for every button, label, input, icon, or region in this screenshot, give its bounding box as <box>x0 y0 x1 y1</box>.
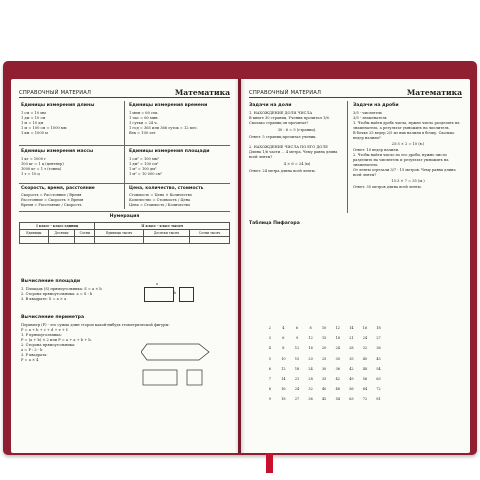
fractions-line: 3/5 - знаменатель <box>353 116 387 120</box>
area-calc-line: 3. В квадрате: S = a × a <box>21 297 67 301</box>
length-line: 1 м = 10 дм <box>21 121 44 125</box>
length-line: 1 см = 10 мм <box>21 111 46 115</box>
pythagoras-title: Таблица Пифагора <box>249 221 300 226</box>
table-cell: 14 <box>281 377 286 382</box>
table-cell: 81 <box>376 397 381 402</box>
time-units-title: Единицы измерения времени <box>129 103 208 108</box>
side-label-b: b <box>174 291 177 295</box>
left-page <box>11 79 238 453</box>
mass-line: 1000 кг = 1 т (тонна) <box>21 167 62 171</box>
length-line: 1 м = 100 см = 1000 мм <box>21 126 67 130</box>
area-line: 1 м² = 100 дм² <box>129 167 157 171</box>
header-subject: Математика <box>406 88 462 97</box>
perimeter-line: 3. P квадрата: <box>21 353 48 357</box>
table-cell: 24 <box>335 346 340 351</box>
price-title: Цена, количество, стоимость <box>129 186 204 191</box>
table-cell: 9 <box>268 397 271 402</box>
time-units-section <box>129 103 233 136</box>
table-row <box>263 384 385 394</box>
perimeter-line: P = a + b + c + d + e + f. <box>21 328 69 332</box>
area-line: 1 дм² = 100 см² <box>129 162 159 166</box>
square-figure <box>179 287 194 302</box>
rectangle-figure <box>144 287 177 302</box>
price-formula: Цена = Стоимость / Количество <box>129 203 191 207</box>
table-cell: 18 <box>294 366 300 371</box>
fractions-title: Задачи на дроби <box>353 103 399 108</box>
fraction-parts-line: Ответ: 24 метра длина всей ленты. <box>249 169 316 173</box>
table-cell: 35 <box>349 356 354 361</box>
table-cell: 12 <box>308 336 313 341</box>
table-row <box>263 343 385 353</box>
table-cell: 4 <box>268 346 271 351</box>
header-reference: СПРАВОЧНЫЙ МАТЕРИАЛ <box>249 90 322 96</box>
table-cell: 48 <box>335 387 340 392</box>
fractions-line: Ответ: 10 ведер налили. <box>353 148 400 152</box>
perimeter-line: 2. Сторона прямоугольника: <box>21 343 76 347</box>
row-divider <box>19 211 230 212</box>
table-cell: 64 <box>362 387 368 392</box>
table-cell: 15 <box>322 336 327 341</box>
fraction-parts-title: Задачи на доли <box>249 103 292 108</box>
area-line: 1 см² = 100 мм² <box>129 157 160 161</box>
table-cell: 48 <box>362 366 368 371</box>
fractions-section <box>353 103 463 190</box>
table-cell: 25 <box>322 356 327 361</box>
table-cell: 42 <box>335 377 340 382</box>
perimeter-line: P = a × 4 <box>21 358 39 362</box>
spine-shadow <box>235 79 245 453</box>
numeration-section <box>11 214 238 222</box>
table-cell: 20 <box>308 356 313 361</box>
hexagon-figure <box>141 344 209 360</box>
fractions-line: 25:5 × 2 = 10 (в.) <box>391 142 425 146</box>
table-cell: 56 <box>362 377 368 382</box>
table-cell: 24 <box>308 366 313 371</box>
area-calc-section <box>21 279 231 302</box>
table-cell: 8 <box>282 346 285 351</box>
table-cell: 72 <box>376 387 381 392</box>
numeration-empty-cell <box>95 237 143 244</box>
fractions-line: Ответ: 35 метров длина всей ленты. <box>353 185 422 189</box>
table-cell: 14 <box>349 326 354 331</box>
fractions-line: 15:3 × 7 = 35 (м.) <box>391 179 425 183</box>
area-calc-line: 1. Площадь (S) прямоугольника: S = a × b <box>21 287 102 291</box>
perimeter-square <box>187 370 202 385</box>
table-cell: 36 <box>335 366 340 371</box>
perimeter-line: a = P : 2 - b <box>21 348 43 352</box>
numeration-empty-cell <box>20 237 49 244</box>
table-cell: 12 <box>335 326 340 331</box>
table-cell: 56 <box>349 387 354 392</box>
mass-units-section <box>21 149 121 177</box>
side-label-a: a <box>156 282 158 286</box>
table-cell: 63 <box>349 397 354 402</box>
table-cell: 49 <box>349 377 354 382</box>
table-cell: 15 <box>294 356 300 361</box>
length-line: 1 км = 1000 м <box>21 131 48 135</box>
fraction-parts-line: Ответ: 5 страниц прочитал ученик. <box>249 135 317 139</box>
table-cell: 18 <box>376 326 381 331</box>
table-cell: 28 <box>308 377 313 382</box>
table-cell: 40 <box>362 356 368 361</box>
table-cell: 32 <box>308 387 313 392</box>
row-divider <box>19 145 230 146</box>
table-cell: 27 <box>376 336 381 341</box>
fractions-line: 3/5 - числитель <box>353 111 383 115</box>
area-units-section <box>129 149 233 177</box>
table-row <box>263 364 385 374</box>
fraction-parts-line: Длина 1/6 части ... 4 метра. Чему равна длина всей ленты? <box>249 150 338 159</box>
table-cell: 12 <box>294 346 300 351</box>
table-cell: 6 <box>268 366 271 371</box>
table-row <box>263 394 385 404</box>
price-section <box>129 186 233 208</box>
numeration-title: Нумерация <box>109 214 140 219</box>
table-cell: 21 <box>294 377 300 382</box>
table-row <box>263 374 385 384</box>
table-cell: 16 <box>281 387 286 392</box>
numeration-empty-cell <box>48 237 75 244</box>
mass-units-title: Единицы измерения массы <box>21 149 94 154</box>
table-cell: 16 <box>362 326 368 331</box>
numeration-cell: Единицы <box>20 230 49 237</box>
mass-line: 1 кг = 1000 г <box>21 157 47 161</box>
area-calc-title: Вычисление площади <box>21 279 81 284</box>
table-cell: 45 <box>376 356 381 361</box>
fraction-parts-line: 30 : 6 = 5 (страниц). <box>277 128 317 132</box>
time-line: Век = 100 лет <box>129 131 156 135</box>
right-page <box>241 79 470 453</box>
fraction-parts-line: В книге 30 страниц. Ученик прочитал 1/6. Сколько страниц он прочитал? <box>249 116 330 125</box>
table-cell: 40 <box>322 387 327 392</box>
fraction-parts-section <box>249 103 345 174</box>
time-line: 1 час = 60 мин. <box>129 116 159 120</box>
header-subject: Математика <box>174 88 230 97</box>
fractions-line: 1. Чтобы найти дробь числа, нужно число разделить на знаменатель, а результат умножить на числитель. <box>353 121 460 130</box>
pythagoras-section <box>249 221 300 229</box>
table-cell: 36 <box>308 397 313 402</box>
length-units-section <box>21 103 121 136</box>
column-divider <box>124 101 125 209</box>
class-thousands-header: II класс - класс тысяч <box>95 223 230 230</box>
numeration-cell: Сотни <box>75 230 95 237</box>
table-cell: 54 <box>335 397 340 402</box>
speed-section <box>21 186 121 208</box>
length-units-title: Единицы измерения длины <box>21 103 95 108</box>
table-cell: 9 <box>295 336 299 341</box>
numeration-empty-cell <box>143 237 189 244</box>
left-page-header <box>19 85 230 98</box>
row-divider <box>19 183 230 184</box>
area-calc-line: 2. Сторона прямоугольника: a = S : b <box>21 292 93 296</box>
column-divider <box>347 101 348 213</box>
mass-line: 100 кг = 1 ц (центнер) <box>21 162 64 166</box>
table-cell: 54 <box>376 366 381 371</box>
right-page-header <box>249 85 462 98</box>
time-line: 1 сутки = 24 ч. <box>129 121 158 125</box>
area-units-title: Единицы измерения площади <box>129 149 210 154</box>
table-cell: 3 <box>268 336 271 341</box>
pythagoras-table <box>263 323 385 405</box>
table-cell: 24 <box>362 336 368 341</box>
table-cell: 4 <box>282 326 285 331</box>
mass-line: 1 т = 10 ц <box>21 172 40 176</box>
fraction-parts-line: 1. НАХОЖДЕНИЕ ДОЛИ ЧИСЛА <box>249 111 313 115</box>
perimeter-figures <box>141 334 231 390</box>
perimeter-line: P = (a + b) × 2 или P = a + a + b + b. <box>21 338 92 342</box>
header-reference: СПРАВОЧНЫЙ МАТЕРИАЛ <box>19 90 92 96</box>
table-cell: 24 <box>294 387 300 392</box>
table-cell: 20 <box>322 346 327 351</box>
table-cell: 16 <box>308 346 313 351</box>
table-cell: 6 <box>295 326 299 331</box>
table-cell: 21 <box>349 336 354 341</box>
table-cell: 5 <box>268 356 271 361</box>
table-cell: 10 <box>281 356 286 361</box>
fractions-line: От ленты отрезали 3/7 - 15 метров. Чему равна длина всей ленты? <box>353 168 456 177</box>
perimeter-rectangle <box>143 370 177 385</box>
table-cell: 8 <box>268 387 271 392</box>
table-cell: 42 <box>349 366 354 371</box>
speed-formula: Скорость = Расстояние / Время <box>21 193 82 197</box>
table-row <box>263 333 385 343</box>
speed-title: Скорость, время, расстояние <box>21 186 95 191</box>
table-row <box>263 354 385 364</box>
numeration-table <box>19 222 230 244</box>
table-cell: 8 <box>309 326 312 331</box>
table-cell: 27 <box>294 397 300 402</box>
fractions-line: 2. Чтобы найти число по его дроби, нужно число разделить на числитель и результат умножить на знаменатель. <box>353 153 449 167</box>
table-cell: 7 <box>268 377 271 382</box>
table-cell: 10 <box>322 326 327 331</box>
table-cell: 28 <box>349 346 354 351</box>
fraction-parts-line: 4 × 6 = 24 (м) <box>283 162 311 166</box>
table-cell: 6 <box>282 336 285 341</box>
numeration-cell: Десятки тысяч <box>143 230 189 237</box>
table-cell: 30 <box>322 366 327 371</box>
class-units-header: I класс - класс единиц <box>20 223 95 230</box>
table-cell: 18 <box>335 336 340 341</box>
table-cell: 2 <box>268 326 271 331</box>
fractions-line: В бочке 25 ведер 2/5 из них налили в бочку. Сколько ведер налили? <box>353 131 455 140</box>
time-line: 1 год = 365 или 366 суток = 12 мес. <box>129 126 198 130</box>
perimeter-line: Периметр (P) - это сумма длин сторон какой-нибудь геометрической фигуры: <box>21 323 170 327</box>
table-cell: 45 <box>322 397 327 402</box>
table-row <box>263 323 385 333</box>
numeration-cell: Единицы тысяч <box>95 230 143 237</box>
price-formula: Количество = Стоимость / Цена <box>129 198 191 202</box>
length-line: 1 дм = 10 см <box>21 116 46 120</box>
table-cell: 63 <box>376 377 381 382</box>
price-formula: Стоимость = Цена × Количество <box>129 193 192 197</box>
numeration-empty-cell <box>75 237 95 244</box>
speed-formula: Расстояние = Скорость × Время <box>21 198 84 202</box>
perimeter-line: 1. P прямоугольника: <box>21 333 62 337</box>
fraction-parts-line: 2. НАХОЖДЕНИЕ ЧИСЛА ПО ЕГО ДОЛЕ <box>249 145 328 149</box>
perimeter-title: Вычисление периметра <box>21 315 85 320</box>
time-line: 1 мин = 60 сек. <box>129 111 159 115</box>
area-line: 1 м² = 10 000 см² <box>129 172 162 176</box>
table-cell: 32 <box>362 346 368 351</box>
speed-formula: Время = Расстояние / Скорость <box>21 203 82 207</box>
table-cell: 18 <box>281 397 286 402</box>
numeration-empty-cell <box>190 237 230 244</box>
table-cell: 35 <box>322 377 327 382</box>
table-cell: 30 <box>335 356 340 361</box>
table-cell: 72 <box>362 397 368 402</box>
numeration-cell: Десятки <box>48 230 75 237</box>
numeration-cell: Сотни тысяч <box>190 230 230 237</box>
table-cell: 36 <box>376 346 381 351</box>
table-cell: 12 <box>281 366 286 371</box>
